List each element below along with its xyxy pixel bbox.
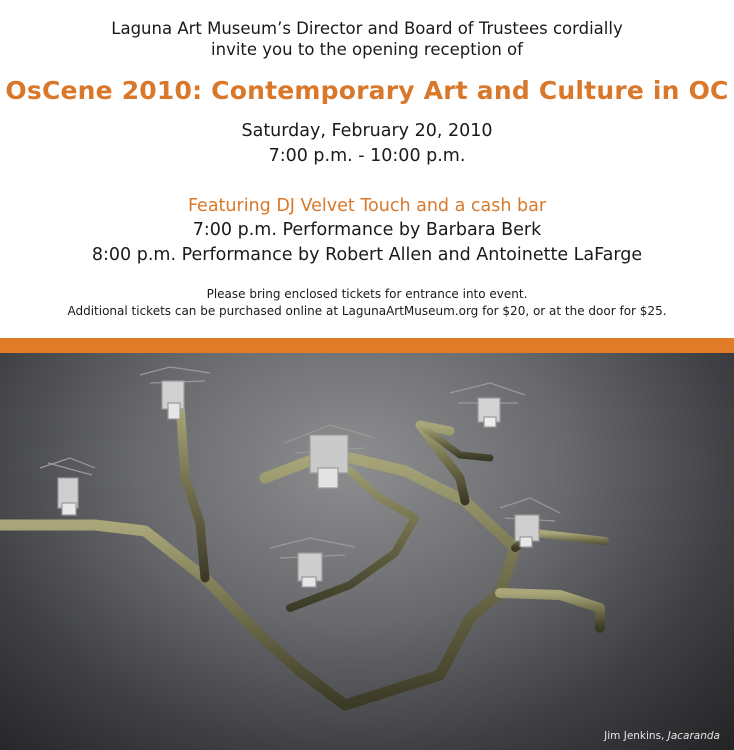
event-title: OsCene 2010: Contemporary Art and Culture in OC <box>5 76 729 105</box>
bird-figure-2 <box>140 367 210 419</box>
event-date: Saturday, February 20, 2010 <box>241 121 493 141</box>
orange-divider-bar <box>0 338 734 353</box>
performance-1: 7:00 p.m. Performance by Barbara Berk <box>192 220 542 240</box>
intro-line-2: invite you to the opening reception of <box>211 40 523 59</box>
artist-name: Jim Jenkins, <box>604 730 665 742</box>
artwork-title: Jacaranda <box>667 730 720 742</box>
photo-credit <box>604 730 720 742</box>
artwork-photo <box>0 353 734 750</box>
bird-figure-4 <box>450 383 525 427</box>
branch-sculpture-illustration <box>0 353 734 750</box>
ticket-note-1: Please bring enclosed tickets for entrance into event. <box>206 287 528 301</box>
bird-figure-1 <box>40 458 95 515</box>
invitation-text-panel <box>0 0 734 338</box>
featuring-line: Featuring DJ Velvet Touch and a cash bar <box>187 196 547 216</box>
robotic-bird-figures <box>40 367 560 587</box>
event-time: 7:00 p.m. - 10:00 p.m. <box>268 146 466 166</box>
performance-2: 8:00 p.m. Performance by Robert Allen and Antoinette LaFarge <box>91 245 643 265</box>
ticket-note-2: Additional tickets can be purchased online at LagunaArtMuseum.org for $20, or at the door for $25. <box>67 304 667 318</box>
bird-figure-5 <box>270 538 355 587</box>
intro-line-1: Laguna Art Museum’s Director and Board of Trustees cordially <box>111 19 623 38</box>
